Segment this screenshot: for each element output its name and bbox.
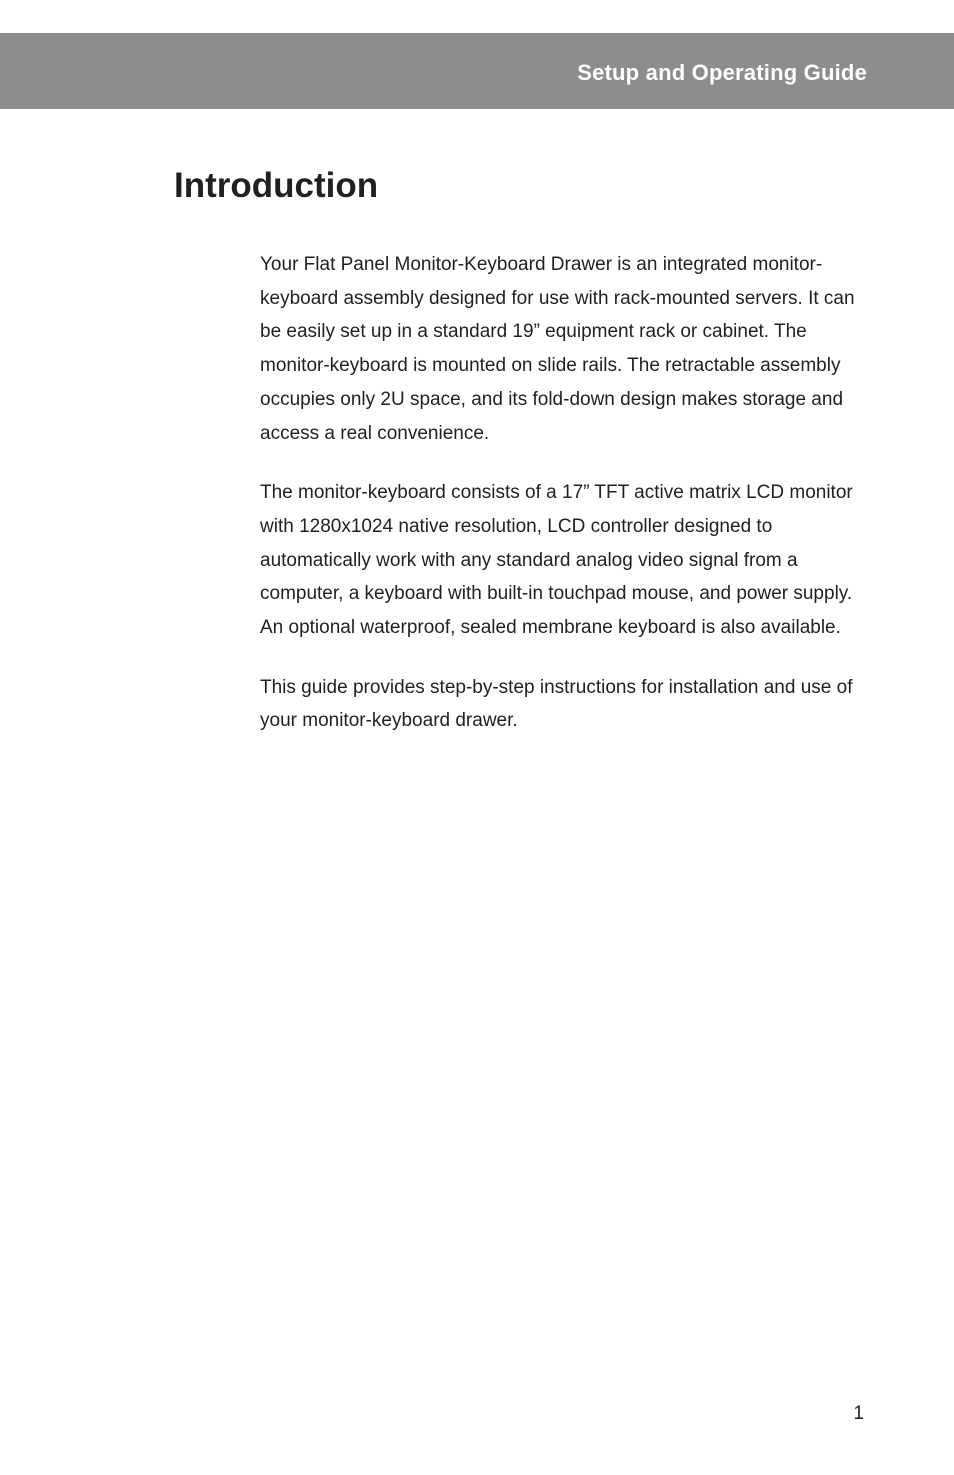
page-number: 1 — [853, 1403, 864, 1424]
paragraph-components: The monitor-keyboard consists of a 17” TFT active matrix LCD monitor with 1280x1024 native resolution, LCD controller designed to automatically work with any standard analog video signal from a computer, a keyboard with built-in touchpad mouse, and power supply. An optional waterproof, sealed membrane keyboard is also available. — [260, 482, 853, 639]
section-heading: Introduction — [174, 166, 379, 205]
document-title: Setup and Operating Guide — [577, 60, 867, 85]
paragraph-intro: Your Flat Panel Monitor-Keyboard Drawer is an integrated monitor-keyboard assembly designed for use with rack-mounted servers. It can be easily set up in a standard 19” equipment rack or cabinet. The monitor-keyboard is mounted on slide rails. The retractable assembly occupies only 2U space, and its fold-down design makes storage and access a real convenience. — [260, 254, 855, 444]
paragraph-guide-purpose: This guide provides step-by-step instructions for installation and use of your monitor-keyboard drawer. — [260, 676, 853, 732]
section-body — [260, 248, 870, 764]
